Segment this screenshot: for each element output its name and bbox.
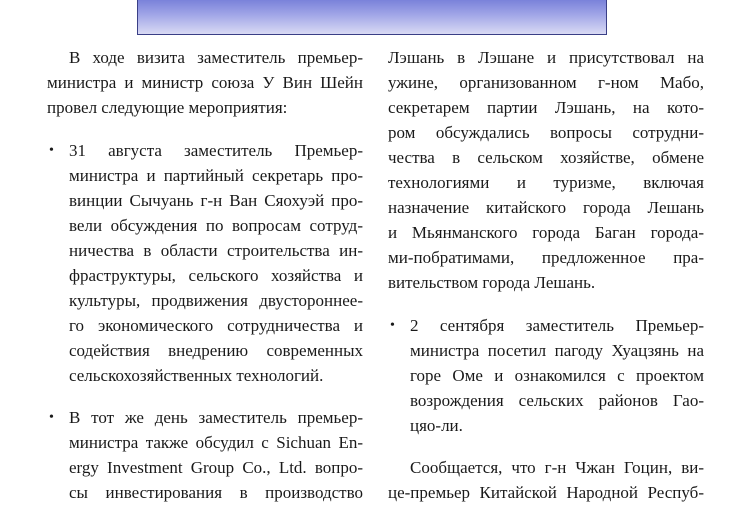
text-line: ром обсуждались вопросы сотрудни-: [388, 123, 704, 142]
text-line: фраструктуры, сельского хозяйства и: [69, 266, 363, 285]
final-paragraph: [388, 455, 704, 505]
text-line: це-премьер Китайской Народной Респуб-: [388, 483, 704, 502]
continued-paragraph: [388, 45, 704, 295]
text-line: В тот же день заместитель премьер-: [69, 408, 363, 427]
bullet-icon: •: [49, 143, 54, 158]
text-line: В ходе визита заместитель премьер-: [69, 48, 363, 67]
text-line: возрождения сельских районов Гао-: [410, 391, 704, 410]
text-line: министра посетил пагоду Хуацзянь на: [410, 341, 704, 360]
text-line: 2 сентября заместитель Премьер-: [410, 316, 704, 335]
text-line: культуры, продвижения двустороннее-: [69, 291, 363, 310]
text-line: ужине, организованном г-ном Мабо,: [388, 73, 704, 92]
bullet-item-sep2: [388, 313, 704, 438]
text-line: сы инвестирования в производство: [69, 483, 363, 502]
text-line: ми-побратимами, предложенное пра-: [388, 248, 704, 267]
text-line: вительством города Лешань.: [388, 273, 596, 292]
bullet-item-aug31: [47, 138, 363, 388]
text-line: министра и партийный секретарь про-: [69, 166, 363, 185]
intro-paragraph: [47, 45, 363, 120]
text-line: Сообщается, что г-н Чжан Гоцин, ви-: [410, 458, 704, 477]
text-line: технологиями и туризме, включая: [388, 173, 704, 192]
text-line: ничества в области строительства ин-: [69, 241, 363, 260]
text-line: горе Оме и ознакомился с проектом: [410, 366, 704, 385]
text-line: цяо-ли.: [410, 416, 463, 435]
text-line: 31 августа заместитель Премьер-: [69, 141, 363, 160]
right-column: [388, 45, 704, 523]
bullet-item-same-day: [47, 405, 363, 505]
text-line: провел следующие мероприятия:: [47, 98, 288, 117]
text-line: Лэшань в Лэшане и присутствовал на: [388, 48, 704, 67]
text-line: ergy Investment Group Co., Ltd. вопро-: [69, 458, 363, 477]
left-column: [47, 45, 363, 522]
text-line: сельскохозяйственных технологий.: [69, 366, 324, 385]
bullet-icon: •: [390, 318, 395, 333]
text-line: министра также обсудил с Sichuan En-: [69, 433, 363, 452]
text-line: чества в сельском хозяйстве, обмене: [388, 148, 704, 167]
text-line: и Мьянманского города Баган города-: [388, 223, 704, 242]
text-line: министра и министр союза У Вин Шейн: [47, 73, 363, 92]
text-line: винции Сычуань г-н Ван Сяохуэй про-: [69, 191, 363, 210]
header-banner-image: [137, 0, 607, 35]
text-line: назначение китайского города Лешань: [388, 198, 704, 217]
text-line: вели обсуждения по вопросам сотруд-: [69, 216, 363, 235]
text-line: содействия внедрению современных: [69, 341, 363, 360]
bullet-icon: •: [49, 410, 54, 425]
text-line: секретарем партии Лэшань, на кото-: [388, 98, 704, 117]
text-line: го экономического сотрудничества и: [69, 316, 363, 335]
